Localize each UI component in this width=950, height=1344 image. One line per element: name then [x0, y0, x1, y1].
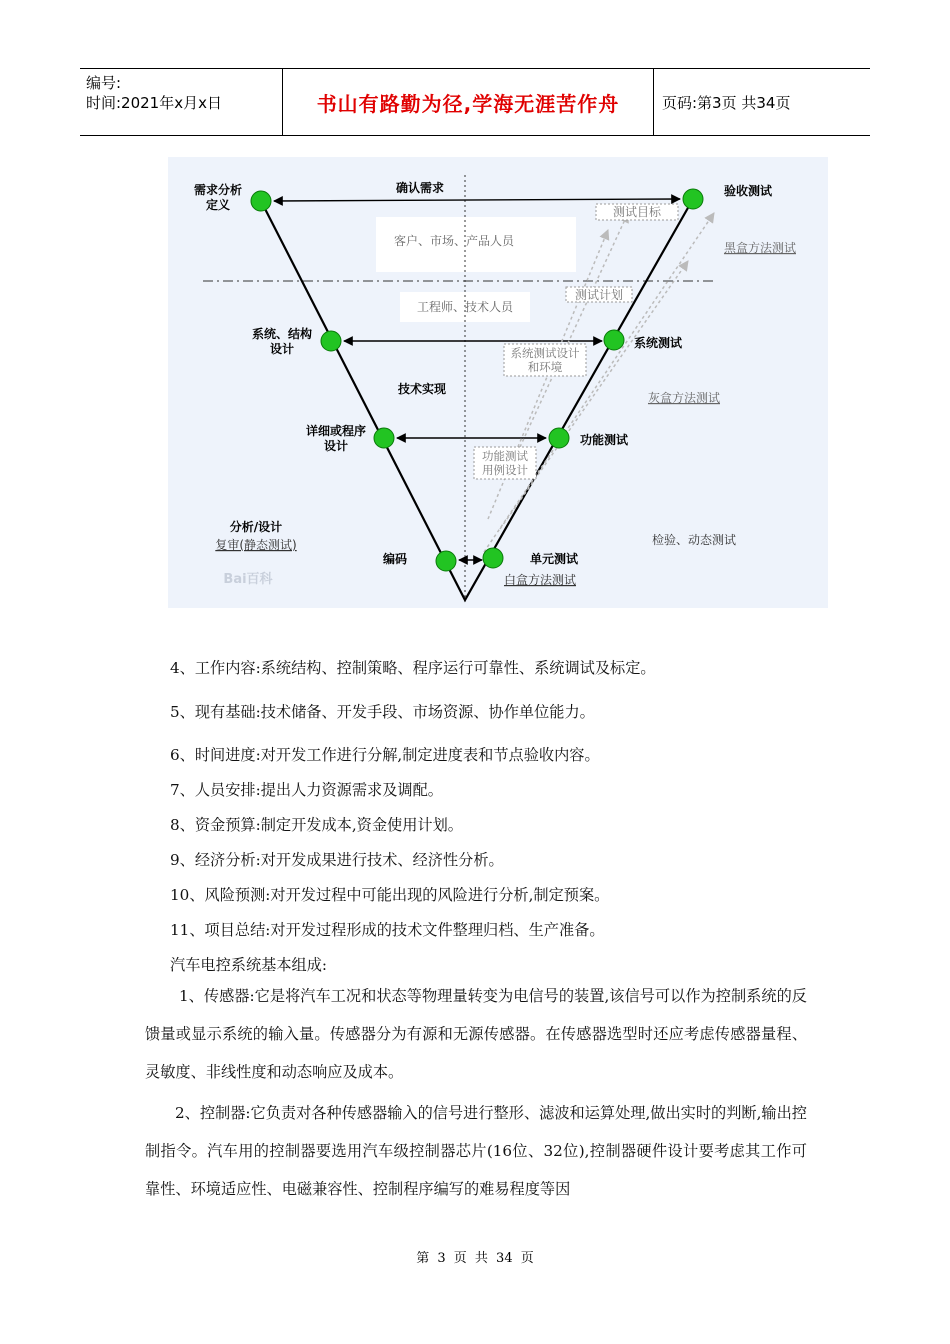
section-heading: 汽车电控系统基本组成:	[170, 956, 327, 974]
content-item: 6、时间进度:对开发工作进行分解,制定进度表和节点验收内容。	[170, 746, 600, 764]
label-sys-test-design-2: 和环境	[527, 360, 563, 374]
content-item: 7、人员安排:提出人力资源需求及调配。	[170, 781, 443, 799]
label-tech-impl: 技术实现	[397, 382, 447, 396]
label-func-test-design: 功能测试	[482, 449, 528, 463]
label-system-test: 系统测试	[633, 336, 683, 350]
header-left	[80, 69, 282, 135]
paragraph-text: 2、控制器:它负责对各种传感器输入的信号进行整形、滤波和运算处理,做出实时的判断,输出控制指令。汽车用的控制器要选用汽车级控制器芯片(16位、32位),控制器硬件设计要考虑其工作可靠性、环境适应性、电磁兼容性、控制程序编写的难易程度等因	[145, 1104, 807, 1198]
node-function-test	[549, 428, 569, 448]
node-detailed-design	[374, 428, 394, 448]
label-unit-test: 单元测试	[529, 552, 579, 566]
label-white-box: 白盒方法测试	[503, 573, 577, 587]
node-acceptance	[683, 189, 703, 209]
label-detailed-design-2: 设计	[323, 439, 349, 453]
doc-number-label: 编号:	[86, 74, 122, 92]
v-model-diagram	[168, 157, 828, 608]
header-motto: 书山有路勤为径,学海无涯苦作舟	[282, 69, 654, 135]
label-coding: 编码	[382, 552, 408, 566]
content-item: 9、经济分析:对开发成果进行技术、经济性分析。	[170, 851, 504, 869]
label-requirements-2: 定义	[205, 198, 231, 212]
content-item: 10、风险预测:对开发过程中可能出现的风险进行分析,制定预案。	[170, 886, 610, 904]
label-customers: 客户、市场、产品人员	[393, 234, 515, 248]
node-unit-test	[483, 548, 503, 568]
paragraph-sensor	[145, 977, 807, 1091]
header-page-label: 页码:第3页 共34页	[662, 93, 791, 112]
label-system-structure-2: 设计	[269, 342, 295, 356]
arrow-requirements-acceptance	[274, 199, 680, 201]
content-item: 4、工作内容:系统结构、控制策略、程序运行可靠性、系统调试及标定。	[170, 659, 656, 677]
label-verify-dynamic: 检验、动态测试	[651, 533, 737, 547]
node-requirements	[251, 191, 271, 211]
paragraph-text: 1、传感器:它是将汽车工况和状态等物理量转变为电信号的装置,该信号可以作为控制系统的反馈量或显示系统的输入量。传感器分为有源和无源传感器。在传感器选型时还应考虑传感器量程、灵敏度、非线性度和动态响应及成本。	[145, 987, 807, 1081]
page-header	[80, 68, 870, 136]
label-engineers: 工程师、技术人员	[416, 300, 514, 314]
label-review: 复审(静态测试)	[215, 538, 297, 552]
label-detailed-design: 详细或程序	[305, 424, 367, 438]
label-requirements: 需求分析	[193, 183, 243, 197]
label-confirm-req: 确认需求	[395, 181, 445, 195]
label-function-test: 功能测试	[579, 433, 629, 447]
watermark: Bai百科	[223, 572, 273, 587]
content-item: 8、资金预算:制定开发成本,资金使用计划。	[170, 816, 463, 834]
content-item: 11、项目总结:对开发过程形成的技术文件整理归档、生产准备。	[170, 921, 605, 939]
content-item: 5、现有基础:技术储备、开发手段、市场资源、协作单位能力。	[170, 703, 595, 721]
label-acceptance: 验收测试	[723, 184, 773, 198]
label-sys-test-design: 系统测试设计	[510, 346, 580, 360]
node-system-test	[604, 330, 624, 350]
v-model-svg	[168, 157, 828, 608]
label-analysis-design: 分析/设计	[229, 520, 283, 534]
node-coding	[436, 551, 456, 571]
label-gray-box: 灰盒方法测试	[647, 391, 721, 405]
doc-time-label: 时间:2021年x月x日	[86, 94, 222, 112]
label-test-plan: 测试计划	[574, 288, 624, 302]
node-system-structure	[321, 331, 341, 351]
page-footer: 第 3 页 共 34 页	[416, 1251, 534, 1266]
paragraph-controller	[145, 1094, 807, 1208]
label-black-box: 黑盒方法测试	[723, 241, 797, 255]
label-test-goal: 测试目标	[612, 205, 662, 219]
label-system-structure: 系统、结构	[251, 327, 313, 341]
label-func-test-design-2: 用例设计	[482, 463, 528, 477]
